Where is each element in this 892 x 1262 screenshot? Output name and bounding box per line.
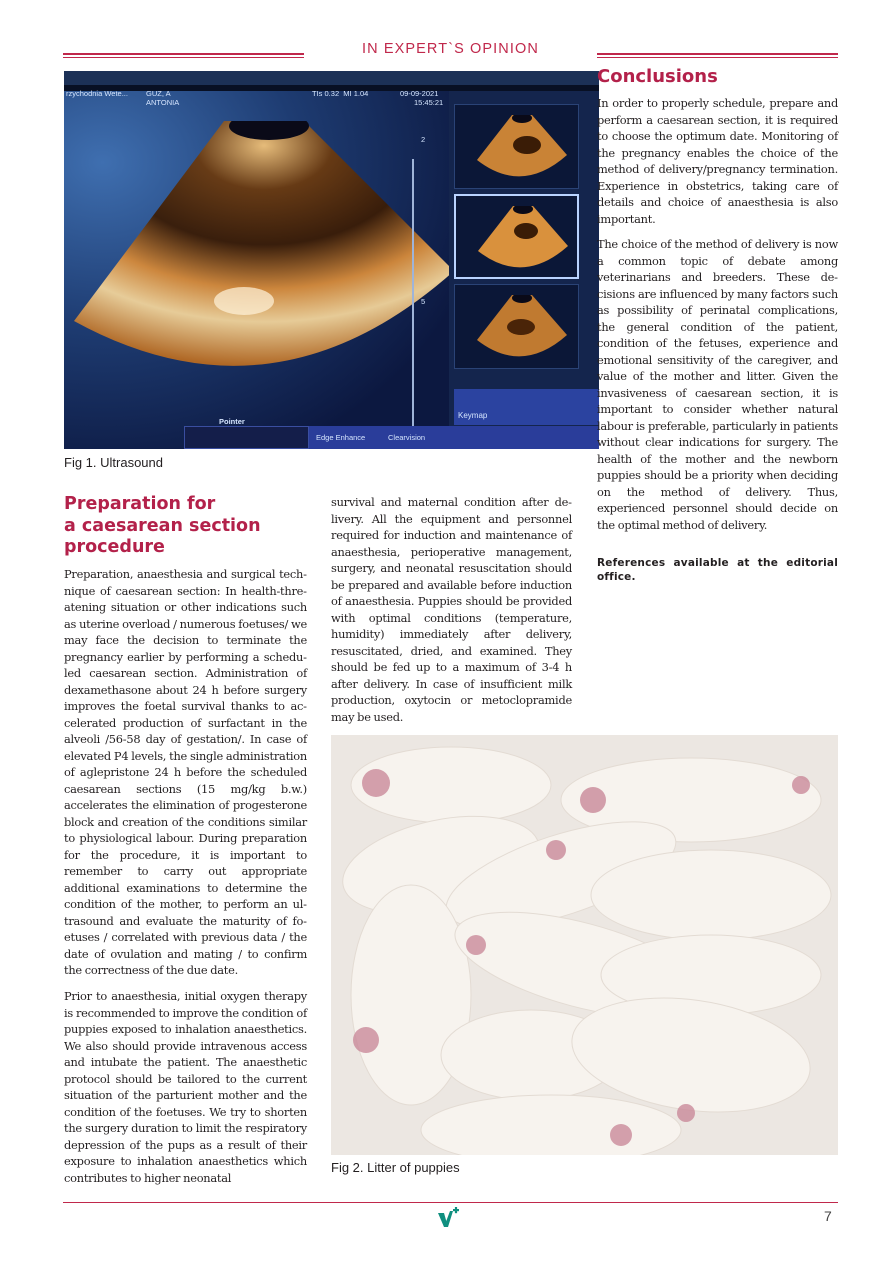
puppy (591, 850, 831, 940)
thumbnail-1 (454, 104, 579, 189)
mi-label: MI (343, 89, 352, 98)
patient-name-line2: ANTONIA (146, 98, 180, 107)
menu-edge-enhance: Edge Enhance (316, 433, 366, 442)
depth-scale (412, 159, 414, 429)
header-rule-right (597, 53, 838, 58)
preparation-heading-line3: procedure (64, 537, 165, 557)
thumbnail-scan (478, 206, 568, 276)
figure1-caption: Fig 1. Ultrasound (64, 455, 163, 470)
ultrasound-sector-scan (74, 121, 454, 421)
thumbnail-2-selected (454, 194, 579, 279)
mi-value: 1.04 (353, 89, 369, 98)
pointer-label: Pointer (219, 417, 245, 426)
depth-scale-mid: 5 (421, 297, 426, 306)
preparation-heading-line1: Preparation for (64, 494, 216, 514)
scan-time: 15:45:21 (414, 98, 444, 107)
clinic-name: rzychodnia Wete... (66, 89, 128, 98)
keymap-label: Keymap (458, 411, 488, 420)
thumbnail-scan (477, 115, 567, 185)
menu-clearvision: Clearvision (388, 433, 426, 442)
patient-name-line1: GUZ, A (146, 89, 171, 98)
keymap-panel (454, 389, 599, 425)
vplus-logo-icon (436, 1207, 462, 1231)
puppies-illustration (331, 735, 838, 1155)
section-title: IN EXPERT`S OPINION (362, 41, 539, 57)
preparation-heading-line2: a caesarean section (64, 515, 261, 536)
ultrasound-top-strip (64, 71, 599, 85)
tis-value: 0.32 (324, 89, 340, 98)
scan-date: 09-09-2021 (400, 89, 439, 98)
depth-scale-top: 2 (421, 135, 426, 144)
puppies-photo (331, 735, 838, 1155)
conclusions-paragraph-1: In order to properly schedule, prepare and perform a caesarean section, it is required to choose the optimum date. Monitoring of the pregnancy enables the choice of the method of delivery/pregnancy termination. Experience in obstetrics, taking care of details and choice of anaesthesia is also important. (597, 96, 838, 226)
figure2-caption: Fig 2. Litter of puppies (331, 1160, 460, 1175)
conclusions-heading: Conclusions (597, 66, 718, 87)
ultrasound-main-view (64, 91, 449, 449)
header-rule-left (63, 53, 304, 58)
preparation-paragraph-1: Preparation, anaesthesia and surgical technique of caesarean section: In health-threatening situation or other indications such as uterine overload / numerous foetuses/ we may face the decision to terminate the pregnancy earlier by performing a scheduled caesarean section. Administration of dexamethasone about 24 h before surgery improves the foetal survival thanks to accelerated production of surfactant in the alveoli /56-58 day of gestation/. In case of elevated P4 levels, the single administration of aglepristone 24 h before the scheduled caesarean sections (15 mg/kg b.w.) accelerates the elimination of progesterone block and creation of the conditions similar to physiological labour. During preparation for the procedure, it is important to remember to carry out appropriate additional examinations to determine the condition of the mother, to perform an ultrasound and evaluate the maturity of foetuses / correlated with previous data / the date of ovulation and mating / to confirm the correctness of the due date. (64, 567, 307, 977)
preparation-paragraph-3: survival and maternal condition after delivery. All the equipment and personnel required for induction and maintenance of anaesthesia, perioperative management, surgery, and neonatal resuscitation should be prepared and available before induction of anaesthesia. Puppies should be provided with optimal conditions (temperature, humidity) immediately after delivery, resuscitated, dried, and examined. They should be fed up to a maximum of 3-4 h after delivery. In case of insufficient milk production, oxytocin or metoclopramide may be used. (331, 495, 572, 724)
preparation-heading (64, 494, 314, 559)
references-note: References available at the editorial office. (597, 557, 838, 583)
ultrasound-image (64, 71, 599, 449)
thumbnail-3 (454, 284, 579, 369)
tis-label: TIs (312, 89, 323, 98)
thumbnail-scan (477, 295, 567, 365)
page-number: 7 (824, 1208, 832, 1224)
conclusions-paragraph-2: The choice of the method of delivery is now a common topic of debate among veterinarians and breeders. These decisions are influenced by many factors such as possibility of perinatal complications, the general condition of the patient, condition of the fetuses, experience and emotional sensitivity of the caregiver, and value of the mother and litter. Given the invasiveness of caesarean section, it is important to consider whether natural labour is preferable, particularly in patients without clear indications for surgery. The health of the mother and the newborn puppies should be a priority when deciding on the method of delivery. Thus, experienced personnel should decide on the optimal method of delivery. (597, 237, 838, 532)
pointer-box (184, 426, 309, 449)
preparation-paragraph-2: Prior to anaesthesia, initial oxygen therapy is recommended to improve the condition of puppies exposed to inhalation anaesthetics. We also should provide intravenous access and intubate the patient. The anaesthetic protocol should be tailored to the current situation of the parturient mother and the condition of the foetuses. We try to shorten the surgery duration to limit the respiratory depression of the pups as a result of their exposure to inhalation anaesthetics which contributes to higher neonatal (64, 989, 307, 1185)
footer-rule (63, 1202, 838, 1203)
